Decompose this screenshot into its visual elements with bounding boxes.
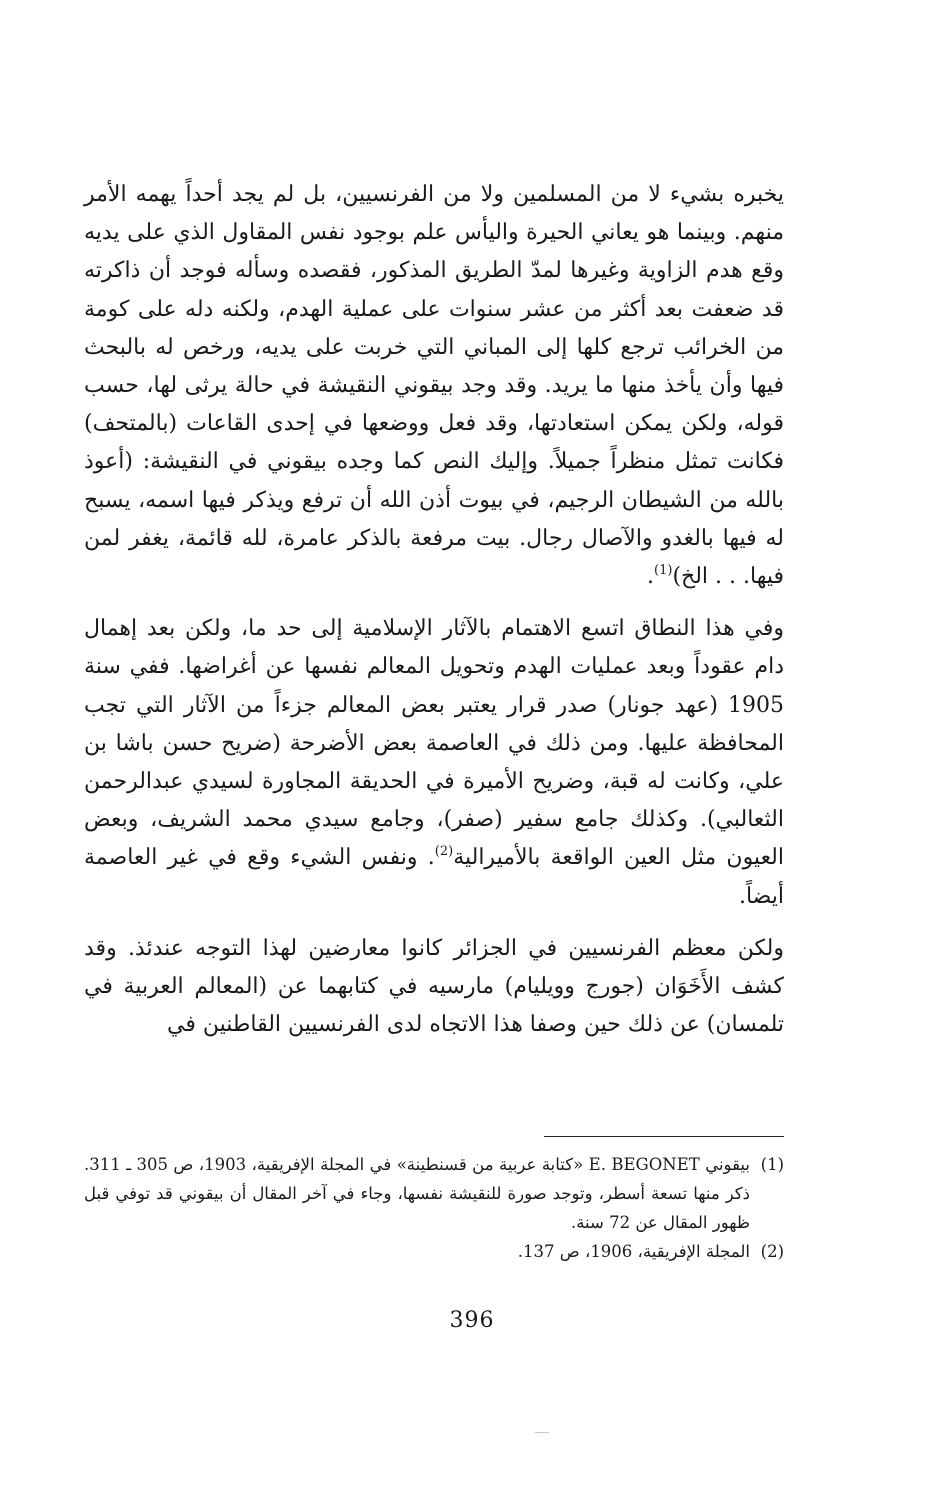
footnotes [84, 1150, 784, 1266]
main-text [84, 176, 784, 1044]
footnote-separator [544, 1136, 784, 1137]
paragraph-1-text: يخبره بشيء لا من المسلمين ولا من الفرنسيين، بل لم يجد أحداً يهمه الأمر منهم. وبينما هو يعاني الحيرة واليأس علم بوجود نفس المقاول الذي على يديه وقع هدم الزاوية وغيرها لمدّ الطريق المذكور، فقصده وسأله فوجد أن ذاكرته قد ضعفت بعد أكثر من عشر سنوات على عملية الهدم، ولكنه دله على كومة من الخرائب ترجع كلها إلى المباني التي خربت على يديه، ورخص له بالبحث فيها وأن يأخذ منها ما يريد. وقد وجد بيقوني النقيشة في حالة يرثى لها، حسب قوله، ولكن يمكن استعادتها، وقد فعل ووضعها في إحدى القاعات (بالمتحف) فكانت تمثل منظراً جميلاً. وإليك النص كما وجده بيقوني في النقيشة: (أعوذ بالله من الشيطان الرجيم، في بيوت أذن الله أن ترفع ويذكر فيها اسمه، يسبح له فيها بالغدو والآصال رجال. بيت مرفعة بالذكر عامرة، لله قائمة، يغفر لمن فيها. . . الخ) [84, 182, 784, 590]
paragraph-2-tail: . ونفس الشيء وقع في غير العاصمة أيضاً. [84, 845, 784, 909]
paragraph-3 [84, 930, 784, 1045]
paragraph-3-text: ولكن معظم الفرنسيين في الجزائر كانوا معارضين لهذا التوجه عندئذ. وقد كشف الأَخَوَان (جورج وويليام) مارسيه في كتابهما عن (المعالم العربية في تلمسان) عن ذلك حين وصفا هذا الاتجاه لدى الفرنسيين القاطنين في [84, 935, 784, 1038]
paragraph-2-text: وفي هذا النطاق اتسع الاهتمام بالآثار الإسلامية إلى حد ما، ولكن بعد إهمال دام عقوداً وبعد عمليات الهدم وتحويل المعالم نفسها عن أغراضها. ففي سنة 1905 (عهد جونار) صدر قرار يعتبر بعض المعالم جزءاً من الآثار التي تجب المحافظة عليها. ومن ذلك في العاصمة بعض الأضرحة (ضريح حسن باشا بن علي، وكانت له قبة، وضريح الأميرة في الحديقة المجاورة لسيدي عبدالرحمن الثعالبي). وكذلك جامع سفير (صفر)، وجامع سيدي محمد الشريف، وبعض العيون مثل العين الواقعة بالأميرالية [84, 616, 784, 871]
paragraph-1-tail: . [647, 564, 654, 590]
footnote-2-text: المجلة الإفريقية، 1906، ص 137. [517, 1242, 750, 1261]
footnote-1 [84, 1150, 784, 1237]
paragraph-1 [84, 176, 784, 596]
paragraph-2 [84, 610, 784, 916]
page-number: 396 [449, 1308, 495, 1333]
footnote-ref-2: (2) [434, 844, 454, 860]
footnote-2 [84, 1237, 784, 1266]
footnote-1-number: (1) [760, 1155, 784, 1174]
footnote-ref-1: (1) [654, 563, 673, 579]
footnote-2-number: (2) [760, 1242, 784, 1261]
scan-mark [535, 1432, 549, 1433]
footnote-1-text: بيقوني E. BEGONET «كتابة عربية من قسنطينة» في المجلة الإفريقية، 1903، ص 305 ـ 311. ذكر منها تسعة أسطر، وتوجد صورة للنقيشة نفسها، وجاء في آخر المقال أن بيقوني قد توفي قبل ظهور المقال عن 72 سنة. [84, 1155, 750, 1232]
